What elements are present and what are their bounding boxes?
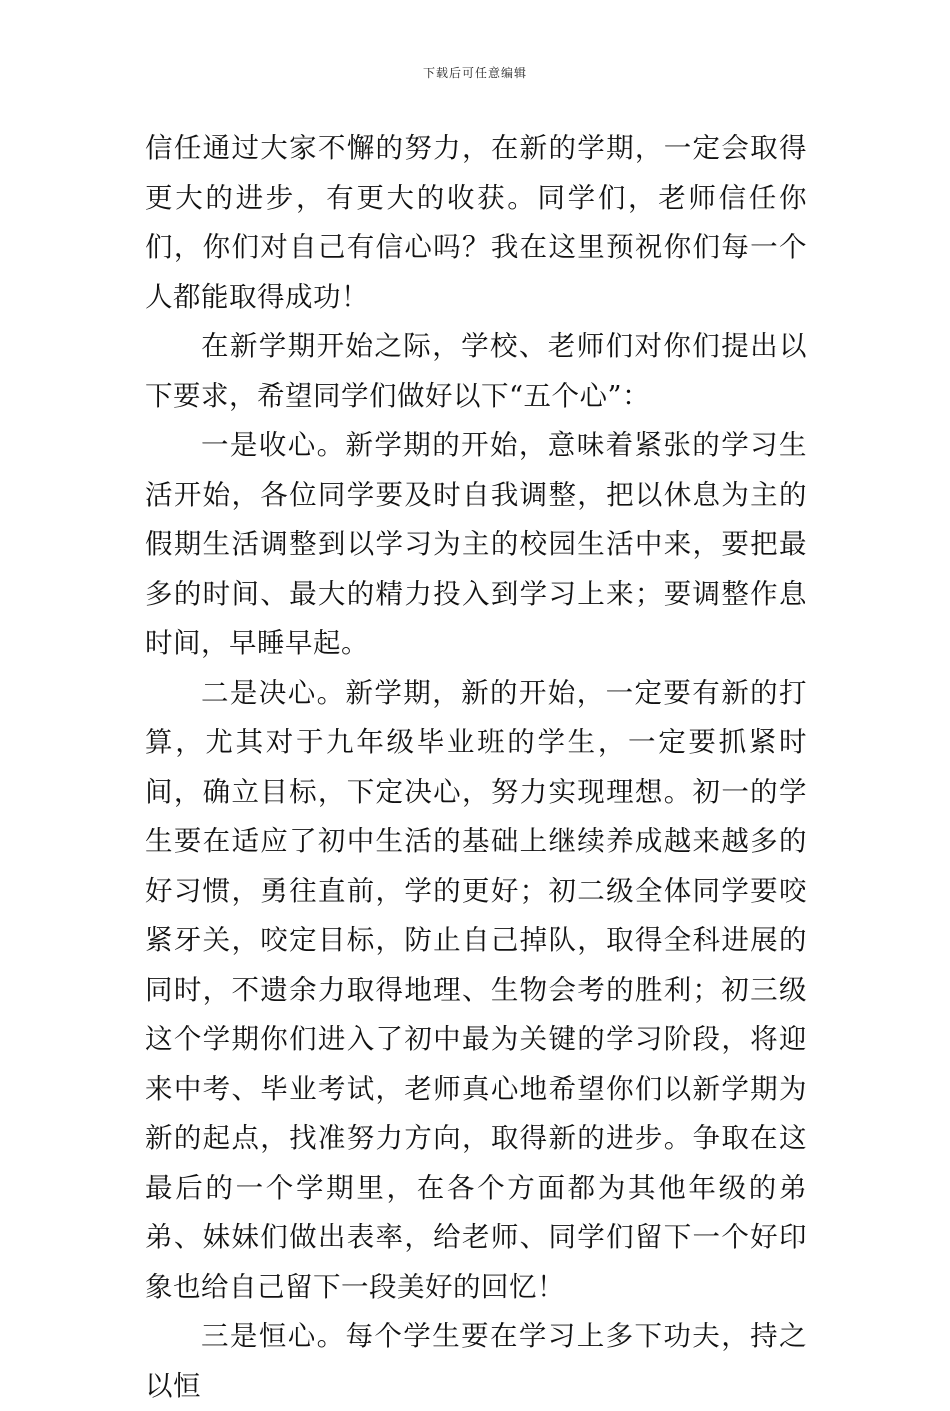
paragraph-shouxin: 一是收心。新学期的开始，意味着紧张的学习生活开始，各位同学要及时自我调整，把以休息为主的假期生活调整到以学习为主的校园生活中来，要把最多的时间、最大的精力投入到学习上来；要调整作息时间，早睡早起。 xyxy=(145,429,807,659)
page-header-note: 下载后可任意编辑 xyxy=(422,66,527,80)
paragraph-requirements-intro: 在新学期开始之际，学校、老师们对你们提出以下要求，希望同学们做好以下“五个心”： xyxy=(145,330,807,412)
paragraph-continuation: 信任通过大家不懈的努力，在新的学期，一定会取得更大的进步，有更大的收获。同学们，老师信任你们，你们对自己有信心吗？我在这里预祝你们每一个人都能取得成功！ xyxy=(145,132,807,313)
document-body xyxy=(145,124,807,1411)
paragraph-juexin: 二是决心。新学期，新的开始，一定要有新的打算，尤其对于九年级毕业班的学生，一定要抓紧时间，确立目标，下定决心，努力实现理想。初一的学生要在适应了初中生活的基础上继续养成越来越多的好习惯，勇往直前，学的更好；初二级全体同学要咬紧牙关，咬定目标，防止自己掉队，取得全科进展的同时，不遗余力取得地理、生物会考的胜利；初三级这个学期你们进入了初中最为关键的学习阶段，将迎来中考、毕业考试，老师真心地希望你们以新学期为新的起点，找准努力方向，取得新的进步。争取在这最后的一个学期里，在各个方面都为其他年级的弟弟、妹妹们做出表率，给老师、同学们留下一个好印象也给自己留下一段美好的回忆！ xyxy=(145,676,807,1303)
paragraph-hengxin: 三是恒心。每个学生要在学习上多下功夫，持之以恒 xyxy=(145,1320,807,1402)
